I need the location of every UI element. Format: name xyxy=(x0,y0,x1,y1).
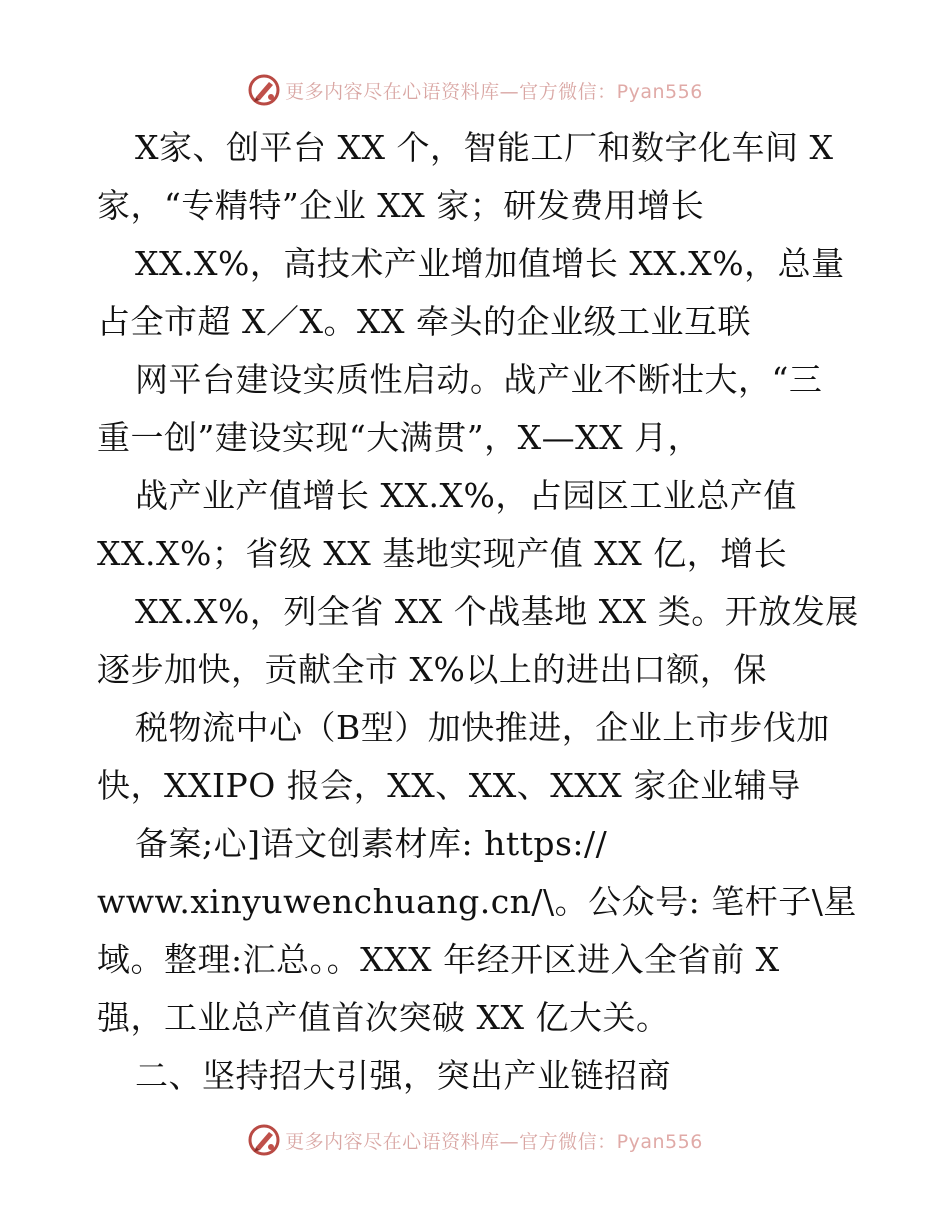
watermark-label: 更多内容尽在心语资料库—官方微信： xyxy=(285,80,617,103)
watermark-label: 更多内容尽在心语资料库—官方微信： xyxy=(285,1130,617,1153)
text-line: XX.X%，列全省 XX 个战基地 XX 类。开放发展 xyxy=(135,592,859,631)
text-line: XX.X%，高技术产业增加值增长 XX.X%，总量 xyxy=(135,244,845,283)
text-line: 战产业产值增长 XX.X%，占园区工业总产值 xyxy=(135,476,797,515)
text-line: 逐步加快，贡献全市 X%以上的进出口额，保 xyxy=(97,650,767,689)
text-line: www.xinyuwenchuang.cn/\。公众号: 笔杆子\星 xyxy=(97,882,857,921)
pen-seal-icon xyxy=(247,1123,281,1157)
watermark-text xyxy=(285,1127,703,1154)
text-line: 重一创”建设实现“大满贯”，X—XX 月， xyxy=(97,418,702,457)
text-line: 占全市超 X／X。XX 牵头的企业级工业互联 xyxy=(97,302,751,341)
text-line: X家、创平台 XX 个，智能工厂和数字化车间 X xyxy=(135,128,834,167)
text-line: XX.X%；省级 XX 基地实现产值 XX 亿，增长 xyxy=(97,534,788,573)
section-heading: 二、坚持招大引强，突出产业链招商 xyxy=(135,1056,671,1095)
text-line: 家，“专精特”企业 XX 家；研发费用增长 xyxy=(97,186,705,225)
text-line: 备案;心]语文创素材库: https:// xyxy=(135,824,608,863)
footer-watermark xyxy=(0,1118,950,1162)
watermark-wechat-id: Pyan556 xyxy=(616,80,703,103)
text-line: 税物流中心（B型）加快推进，企业上市步伐加 xyxy=(135,708,830,747)
text-line: 强，工业总产值首次突破 XX 亿大关。 xyxy=(97,998,670,1037)
text-line: 快，XXIPO 报会，XX、XX、XXX 家企业辅导 xyxy=(97,766,801,805)
text-line: 网平台建设实质性启动。战产业不断壮大，“三 xyxy=(135,360,823,399)
text-line: 域。整理:汇总。。XXX 年经开区进入全省前 X xyxy=(97,940,780,979)
watermark-wechat-id: Pyan556 xyxy=(616,1130,703,1153)
